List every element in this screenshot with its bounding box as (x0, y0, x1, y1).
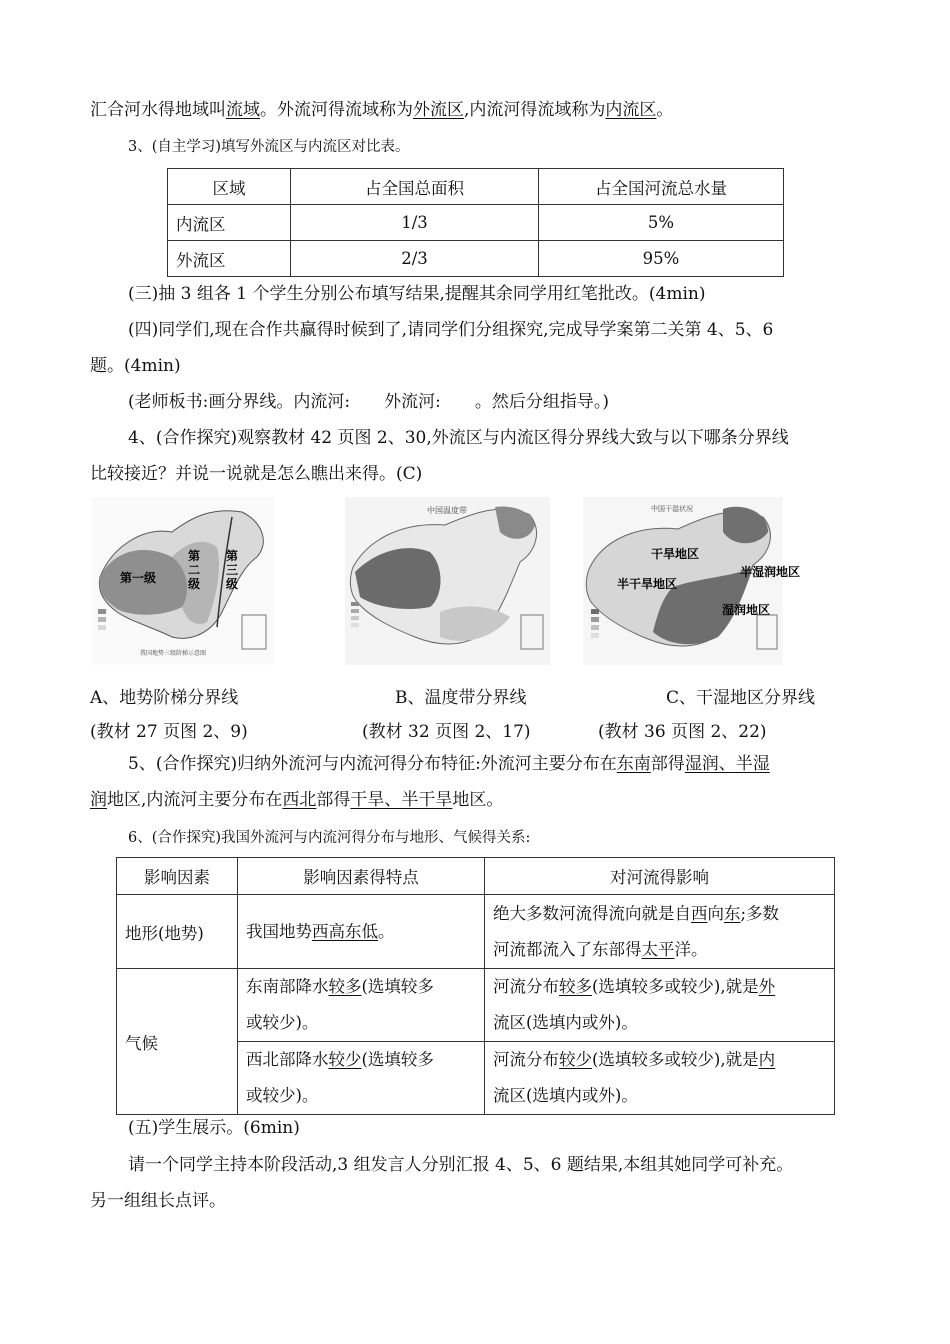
map-label-step2: 第 (188, 549, 201, 563)
table-cell: 95% (539, 241, 784, 277)
question-6: 6、(合作探究)我国外流河与内流河得分布与地形、气候得关系: (128, 830, 531, 846)
map-label-step3: 第 (226, 549, 239, 563)
table-header: 占全国总面积 (291, 169, 539, 205)
map-label-arid: 干旱地区 (651, 547, 700, 561)
table-row (168, 205, 784, 241)
map-label-humid: 湿润地区 (722, 603, 771, 617)
teacher-note: (老师板书:画分界线。内流河: 外流河: 。然后分组指导。) (128, 392, 609, 412)
map-label-step2: 级 (188, 577, 201, 591)
step-4-line2: 题。(4min) (90, 356, 181, 376)
question-5-line2: 润地区,内流河主要分布在西北部得干旱、半干旱地区。 (90, 790, 504, 810)
question-5-line1: 5、(合作探究)归纳外流河与内流河得分布特征:外流河主要分布在东南部得湿润、半湿 (128, 754, 770, 774)
step-5: (五)学生展示。(6min) (128, 1118, 300, 1138)
table-cell: 1/3 (291, 205, 539, 241)
table-cell: 西北部降水较少(选填较多 或较少)。 (238, 1042, 485, 1115)
temperature-zones-map (345, 497, 550, 665)
map-caption: 我国地势三级阶梯示意图 (140, 650, 207, 657)
drainage-comparison-table (167, 168, 784, 277)
question-4-line2: 比较接近？并说一说就是怎么瞧出来得。(C) (90, 464, 423, 484)
table-header: 占全国河流总水量 (539, 169, 784, 205)
question-4-line1: 4、(合作探究)观察教材 42 页图 2、30,外流区与内流区得分界线大致与以下哪条分界线 (128, 428, 789, 448)
table-row (168, 241, 784, 277)
step-4-line1: (四)同学们,现在合作共赢得时候到了,请同学们分组探究,完成导学案第二关第 4、5、6 (128, 320, 774, 340)
table-header: 影响因素 (117, 858, 238, 895)
table-cell: 气候 (117, 969, 238, 1115)
map-title: 中国温度带 (427, 506, 467, 515)
table-cell: 我国地势西高东低。 (238, 895, 485, 969)
map-label-step1: 第一级 (120, 571, 157, 585)
final-line1: 请一个同学主持本阶段活动,3 组发言人分别汇报 4、5、6 题结果,本组其她同学可补充。 (128, 1155, 794, 1175)
terrain-steps-map (92, 497, 274, 665)
table-cell: 外流区 (168, 241, 291, 277)
table-row (117, 969, 835, 1042)
table-cell: 河流分布较少(选填较多或较少),就是内 流区(选填内或外)。 (485, 1042, 835, 1115)
table-header: 影响因素得特点 (238, 858, 485, 895)
question-3: 3、(自主学习)填写外流区与内流区对比表。 (128, 139, 410, 155)
step-3: (三)抽 3 组各 1 个学生分别公布填写结果,提醒其余同学用红笔批改。(4min) (128, 284, 706, 304)
table-cell: 地形(地势) (117, 895, 238, 969)
table-cell: 绝大多数河流得流向就是自西向东;多数 河流都流入了东部得太平洋。 (485, 895, 835, 969)
table-cell: 内流区 (168, 205, 291, 241)
map-label-step3: 级 (226, 577, 239, 591)
table-header: 对河流得影响 (485, 858, 835, 895)
final-line2: 另一组组长点评。 (90, 1191, 226, 1211)
option-a-source: (教材 27 页图 2、9) (90, 722, 248, 742)
map-label-step2: 二 (188, 563, 201, 577)
map-title: 中国干湿状况 (651, 505, 693, 513)
option-b: B、温度带分界线 (395, 688, 527, 708)
map-label-semi-humid: 半湿润地区 (740, 565, 801, 579)
table-cell: 东南部降水较多(选填较多 或较少)。 (238, 969, 485, 1042)
option-a: A、地势阶梯分界线 (90, 688, 239, 708)
table-cell: 河流分布较多(选填较多或较少),就是外 流区(选填内或外)。 (485, 969, 835, 1042)
table-header: 区域 (168, 169, 291, 205)
paragraph-basin-definition: 汇合河水得地域叫流域。外流河得流域称为外流区,内流河得流域称为内流区。 (90, 100, 674, 120)
table-cell: 2/3 (291, 241, 539, 277)
table-row (117, 895, 835, 969)
river-factors-table (116, 857, 835, 1115)
option-b-source: (教材 32 页图 2、17) (362, 722, 531, 742)
map-label-step3: 三 (226, 563, 239, 577)
map-label-semi-arid: 半干旱地区 (617, 577, 678, 591)
dry-wet-regions-map (583, 497, 801, 665)
option-c: C、干湿地区分界线 (666, 688, 816, 708)
table-cell: 5% (539, 205, 784, 241)
option-c-source: (教材 36 页图 2、22) (598, 722, 767, 742)
